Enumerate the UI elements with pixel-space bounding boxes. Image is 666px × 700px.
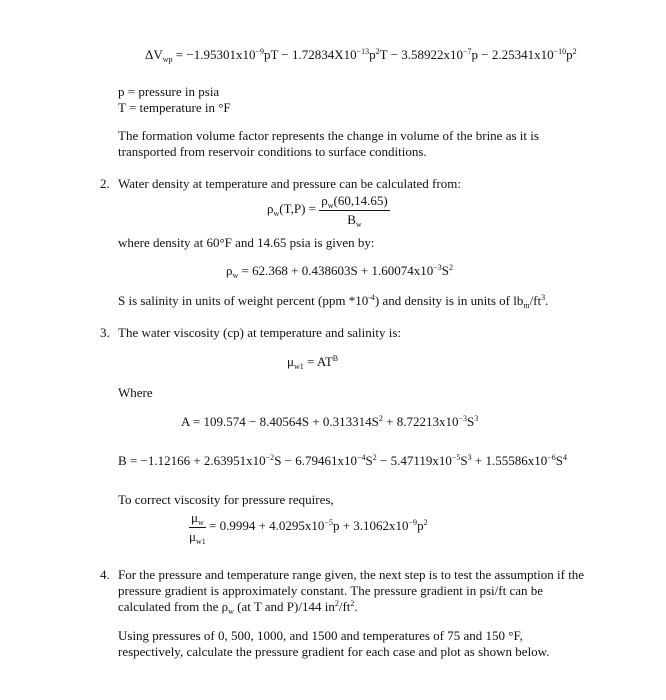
item3-where: Where — [118, 385, 153, 400]
text-run: /ft — [338, 599, 351, 614]
eq-term: (60,14.65) — [333, 193, 388, 208]
eq-exponent: −6 — [547, 453, 556, 462]
text-run: /ft — [529, 293, 542, 308]
eq-term: S — [460, 453, 468, 468]
eq-symbol: ρ — [226, 263, 233, 278]
equation-density-ratio — [267, 193, 390, 227]
eq-term: A = 109.574 − 8.40564S + 0.313314S — [181, 414, 379, 429]
eq-symbol: μ — [191, 510, 198, 525]
eq-symbol: B — [347, 211, 356, 227]
eq-symbol: ΔV — [145, 47, 163, 62]
text-exponent: 3 — [541, 293, 546, 302]
eq-term: T − 3.58922x10 — [379, 47, 463, 62]
text-exponent: 2 — [350, 599, 355, 608]
item-number-3: 3. — [100, 325, 110, 340]
fraction-numerator — [189, 510, 206, 528]
eq-exponent: 2 — [375, 47, 380, 56]
eq-term: p — [369, 47, 376, 62]
text-subscript: w — [228, 607, 234, 616]
eq-exponent: −13 — [356, 47, 370, 56]
eq-term: − 5.47119x10 — [376, 453, 452, 468]
definition-p: p = pressure in psia — [118, 84, 220, 99]
eq-exponent: 3 — [467, 453, 472, 462]
item-number-2: 2. — [100, 176, 110, 191]
eq-symbol: μ — [287, 354, 294, 369]
item-number-4: 4. — [100, 567, 110, 582]
item2-intro: Water density at temperature and pressure can be calculated from: — [118, 176, 461, 191]
text-exponent: 2 — [334, 599, 339, 608]
eq-exponent: B — [332, 354, 339, 363]
equation-b — [118, 453, 567, 469]
text-subscript: m — [523, 301, 530, 310]
eq-exponent: 3 — [474, 414, 479, 423]
item4-paragraph-1 — [118, 567, 590, 615]
fraction-denominator — [189, 528, 206, 545]
eq-term: S − 6.79461x10 — [274, 453, 357, 468]
eq-exponent: −2 — [265, 453, 275, 462]
eq-term: = 62.368 + 0.438603S + 1.60074x10 — [238, 263, 434, 278]
text-run: (at T and P)/144 in — [233, 599, 335, 614]
item2-where: where density at 60°F and 14.65 psia is given by: — [118, 235, 375, 250]
eq-term: p — [417, 518, 424, 534]
eq-subscript: w — [327, 201, 334, 210]
eq-term: B = −1.12166 + 2.63951x10 — [118, 453, 266, 468]
eq-symbol: μ — [189, 528, 196, 544]
equation-viscosity — [287, 354, 338, 370]
eq-term: S — [441, 263, 450, 278]
equation-density-60f — [226, 263, 453, 279]
eq-term: p — [566, 47, 573, 62]
item2-salinity-note — [118, 293, 548, 309]
eq-term: + 1.55586x10 — [471, 453, 548, 468]
eq-term: p − 2.25341x10 — [471, 47, 554, 62]
eq-term: = 0.9994 + 4.0295x10 — [205, 518, 325, 534]
equation-a — [181, 414, 478, 430]
equation-delta-v-wp — [145, 47, 577, 63]
paragraph-formation-volume-factor: The formation volume factor represents the change in volume of the brine as it is transported from reservoir conditions to surface conditions. — [118, 128, 539, 159]
eq-term: + 8.72213x10 — [382, 414, 459, 429]
text-run: . — [354, 599, 358, 614]
eq-exponent: −5 — [451, 453, 461, 462]
item3-intro: The water viscosity (cp) at temperature and salinity is: — [118, 325, 402, 340]
eq-exponent: 2 — [372, 453, 377, 462]
eq-term: pT − 1.72834X10 — [263, 47, 357, 62]
eq-exponent: −9 — [408, 518, 418, 528]
eq-term: = AT — [303, 354, 333, 369]
eq-symbol: ρ — [321, 193, 328, 208]
eq-exponent: 2 — [572, 47, 577, 56]
eq-term: S — [555, 453, 563, 468]
eq-exponent: 4 — [562, 453, 567, 462]
eq-symbol: ρ — [267, 201, 274, 217]
eq-subscript: w — [273, 209, 280, 219]
eq-term: (T,P) = — [279, 201, 316, 217]
eq-term: = −1.95301x10 — [172, 47, 256, 62]
text-run: For the pressure and temperature range given, the next step is to test the assumption if the pressure gradient is approximately constant. The pressure gradient in psi/ft can be calculated from the ρ — [118, 567, 585, 614]
eq-exponent: −3 — [458, 414, 467, 423]
eq-term: p + 3.1062x10 — [332, 518, 409, 534]
text-exponent: -4 — [368, 293, 375, 302]
eq-exponent: −10 — [553, 47, 567, 56]
text-run: ) and density is in units of lb — [374, 293, 524, 308]
eq-exponent: −7 — [462, 47, 472, 56]
eq-subscript: wp — [162, 55, 173, 64]
fraction-denominator — [319, 211, 389, 228]
text-run: . — [545, 293, 549, 308]
eq-subscript: w — [355, 219, 362, 229]
equation-viscosity-pressure — [189, 510, 428, 544]
eq-term: S — [467, 414, 475, 429]
eq-subscript: w — [232, 271, 239, 280]
eq-exponent: −4 — [357, 453, 366, 462]
eq-term: S — [365, 453, 373, 468]
eq-subscript: w1 — [293, 362, 304, 371]
eq-exponent: 2 — [378, 414, 383, 423]
eq-exponent: 2 — [449, 263, 454, 272]
eq-exponent: −3 — [433, 263, 442, 272]
eq-subscript: w1 — [195, 536, 206, 546]
item3-correct-viscosity: To correct viscosity for pressure requires, — [118, 492, 334, 507]
text-run: S is salinity in units of weight percent (ppm *10 — [118, 293, 369, 308]
fraction — [189, 510, 206, 544]
eq-exponent: 2 — [423, 518, 428, 528]
item4-paragraph-2: Using pressures of 0, 500, 1000, and 1500 and temperatures of 75 and 150 °F, respectively, calculate the pressure gradient for each case and plot as shown below. — [118, 628, 550, 659]
eq-exponent: −9 — [255, 47, 264, 56]
fraction — [319, 193, 389, 227]
eq-exponent: −5 — [324, 518, 333, 528]
definition-t: T = temperature in °F — [118, 100, 231, 115]
fraction-numerator — [319, 193, 389, 211]
eq-subscript: w — [197, 518, 204, 527]
